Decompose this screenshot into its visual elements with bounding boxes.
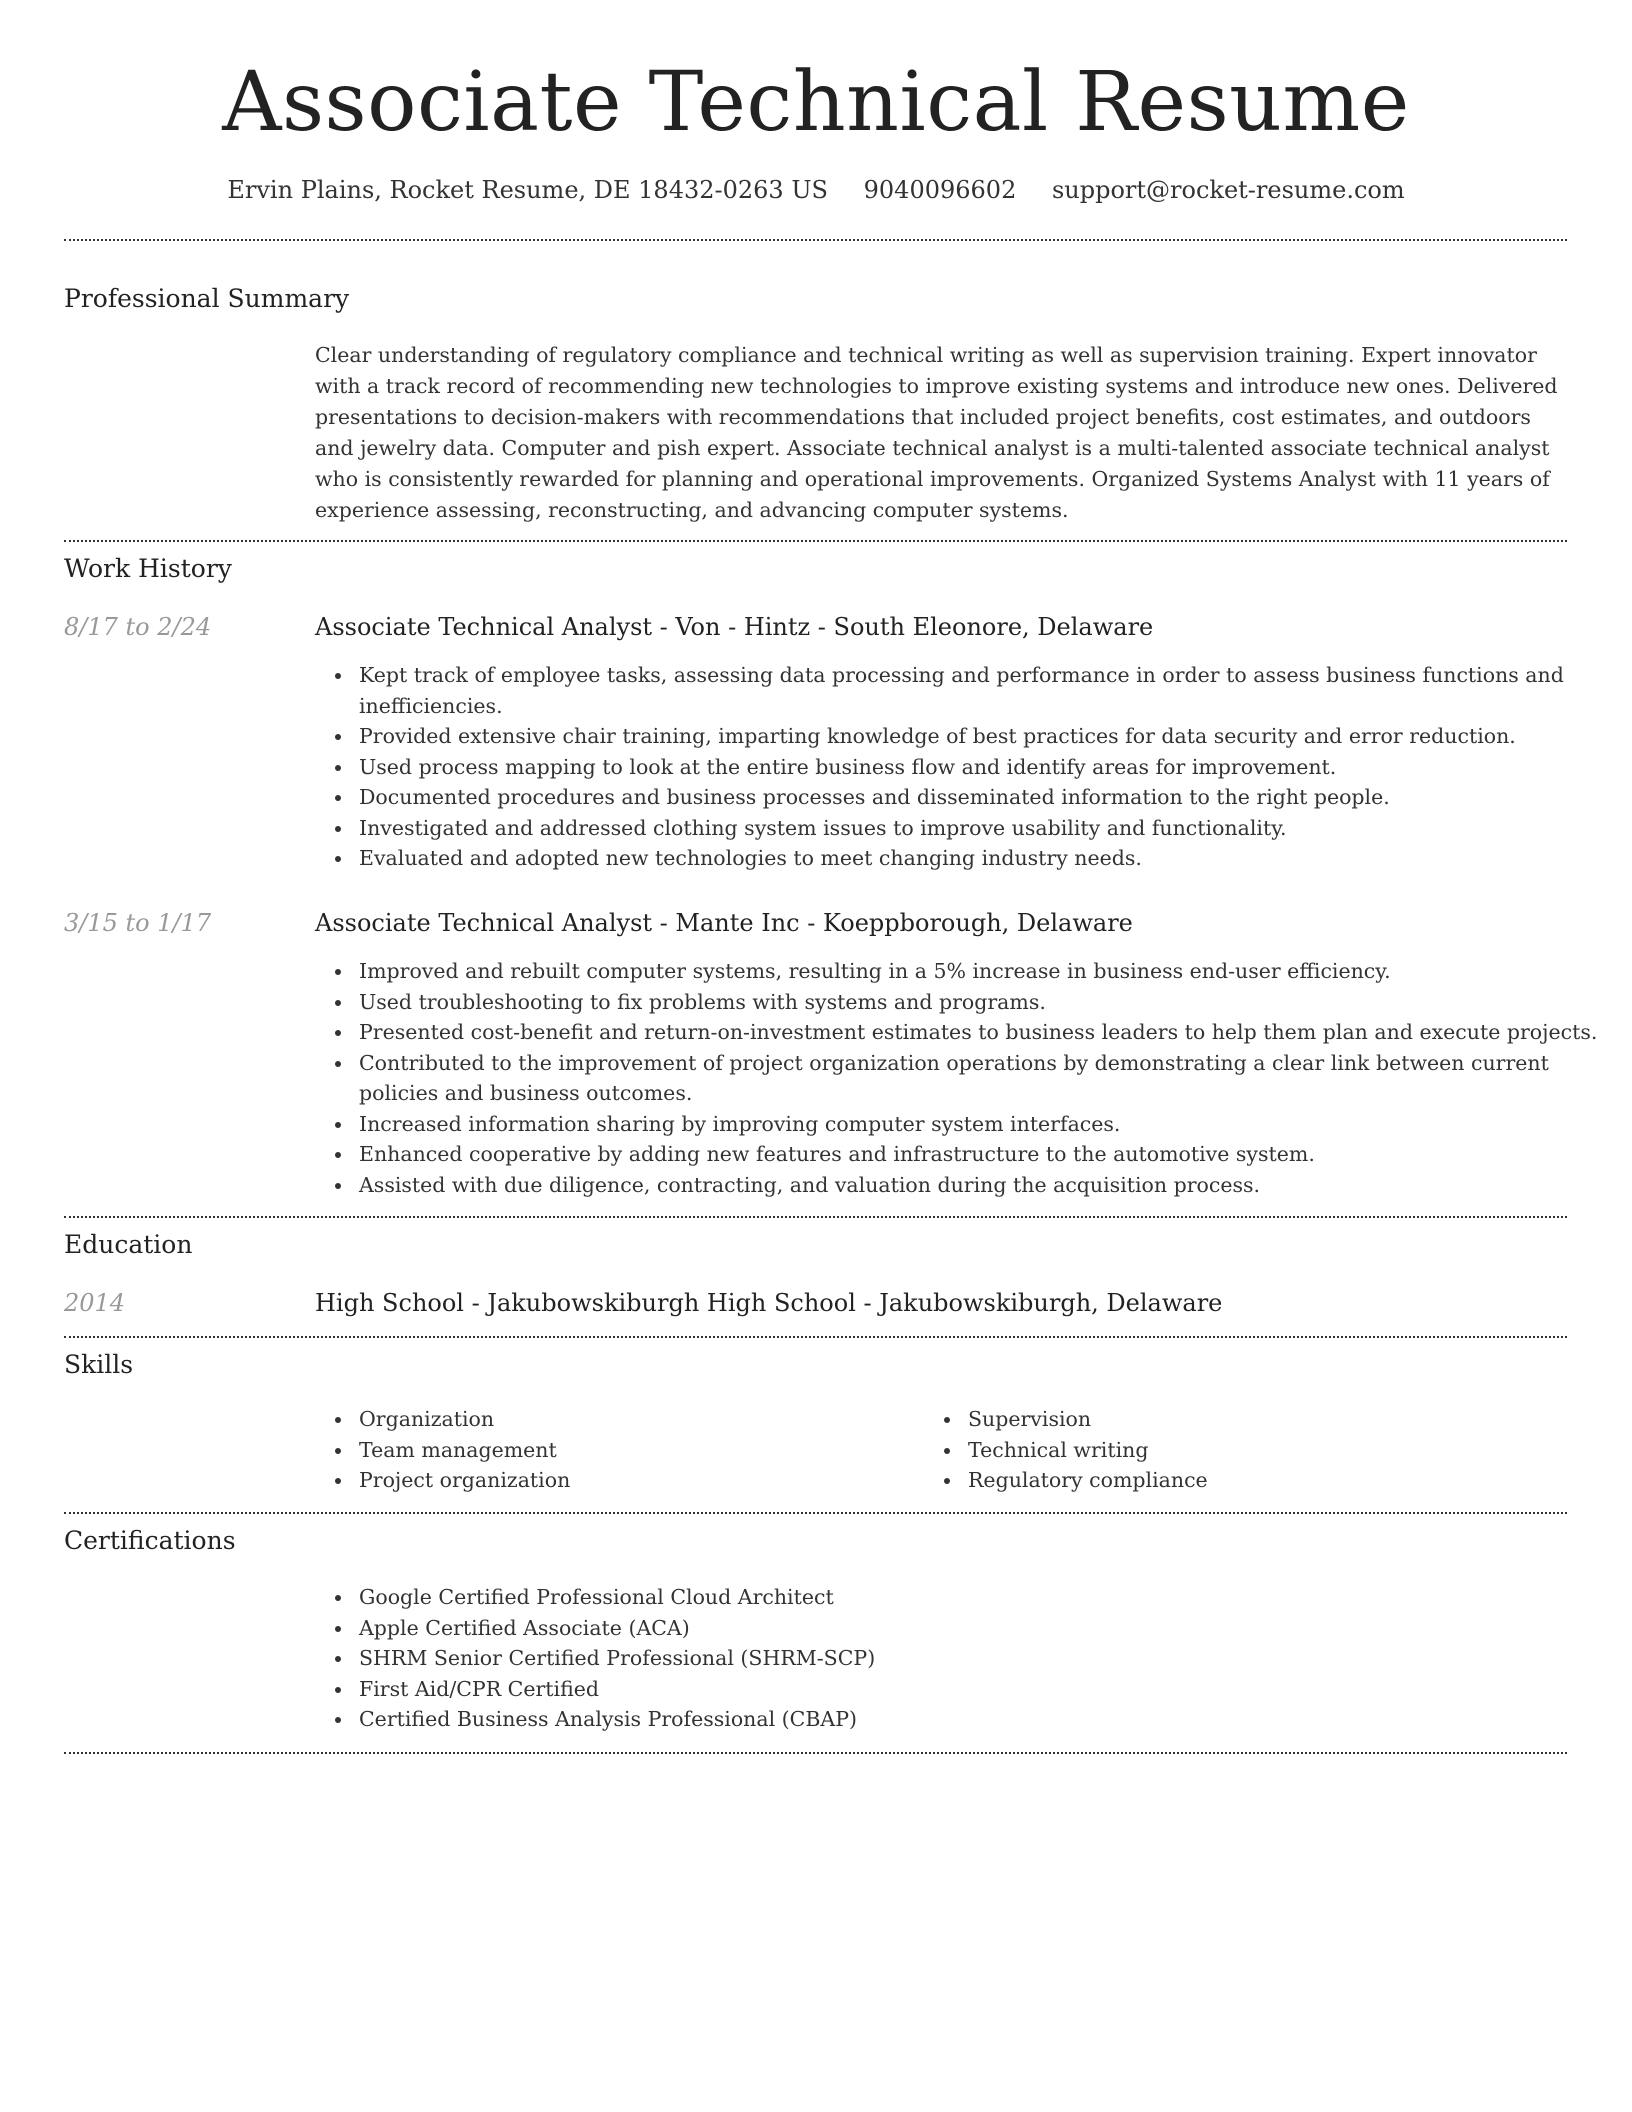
list-item: Kept track of employee tasks, assessing data processing and performance in order to assess business functions and inefficiencies. [359,660,1619,721]
contact-line [0,170,1632,210]
list-item: Used troubleshooting to fix problems with systems and programs. [359,987,1619,1018]
job-title: Associate Technical Analyst - Mante Inc - Koeppborough, Delaware [315,909,1133,937]
list-item: Enhanced cooperative by adding new features and infrastructure to the automotive system. [359,1139,1619,1170]
resume-title: Associate Technical Resume [222,55,1410,150]
section-title-work-history: Work History [64,554,232,583]
divider [64,1512,1567,1514]
section-title-summary: Professional Summary [64,284,350,313]
list-item: First Aid/CPR Certified [359,1674,1619,1705]
skills-list-right [924,1404,1568,1496]
divider [64,1216,1567,1218]
list-item: Organization [359,1404,959,1435]
job-title: Associate Technical Analyst - Von - Hintz - South Eleonore, Delaware [315,613,1154,641]
list-item: SHRM Senior Certified Professional (SHRM-SCP) [359,1643,1619,1674]
job-bullets [315,956,1619,1200]
job-dates: 3/15 to 1/17 [64,909,212,937]
list-item: Improved and rebuilt computer systems, resulting in a 5% increase in business end-user efficiency. [359,956,1619,987]
list-item: Presented cost-benefit and return-on-investment estimates to business leaders to help them plan and execute projects. [359,1017,1619,1048]
list-item: Technical writing [968,1435,1568,1466]
list-item: Regulatory compliance [968,1465,1568,1496]
list-item: Assisted with due diligence, contracting, and valuation during the acquisition process. [359,1170,1619,1201]
summary-text: Clear understanding of regulatory compliance and technical writing as well as supervision training. Expert innovator with a track record of recommending new technologies to improve existing systems and introduce new ones. Delivered presentations to decision-makers with recommendations that included project benefits, cost estimates, and outdoors and jewelry data. Computer and pish expert. Associate technical analyst is a multi-talented associate technical analyst who is consistently rewarded for planning and operational improvements. Organized Systems Analyst with 11 years of experience assessing, reconstructing, and advancing computer systems. [315,343,1558,522]
certifications-list [315,1582,1619,1735]
list-item: Supervision [968,1404,1568,1435]
contact-email: support@rocket-resume.com [1051,176,1405,204]
list-item: Used process mapping to look at the entire business flow and identify areas for improvement. [359,752,1619,783]
list-item: Provided extensive chair training, imparting knowledge of best practices for data security and error reduction. [359,721,1619,752]
list-item: Contributed to the improvement of project organization operations by demonstrating a clear link between current policies and business outcomes. [359,1048,1619,1109]
list-item: Evaluated and adopted new technologies to meet changing industry needs. [359,843,1619,874]
list-item: Project organization [359,1465,959,1496]
section-title-certifications: Certifications [64,1526,236,1555]
contact-address: Ervin Plains, Rocket Resume, DE 18432-0263 US [227,176,828,204]
job-bullets [315,660,1619,874]
job-dates: 8/17 to 2/24 [64,613,212,641]
list-item: Apple Certified Associate (ACA) [359,1613,1619,1644]
education-year: 2014 [64,1289,126,1317]
education-entry: High School - Jakubowskiburgh High School - Jakubowskiburgh, Delaware [315,1289,1223,1317]
section-title-skills: Skills [64,1350,134,1379]
section-title-education: Education [64,1230,193,1259]
divider [64,239,1567,241]
list-item: Google Certified Professional Cloud Architect [359,1582,1619,1613]
divider [64,1336,1567,1338]
list-item: Documented procedures and business processes and disseminated information to the right people. [359,782,1619,813]
divider [64,1752,1567,1754]
list-item: Investigated and addressed clothing system issues to improve usability and functionality. [359,813,1619,844]
list-item: Certified Business Analysis Professional (CBAP) [359,1704,1619,1735]
list-item: Team management [359,1435,959,1466]
skills-list-left [315,1404,959,1496]
divider [64,540,1567,542]
contact-phone: 9040096602 [863,176,1017,204]
list-item: Increased information sharing by improving computer system interfaces. [359,1109,1619,1140]
